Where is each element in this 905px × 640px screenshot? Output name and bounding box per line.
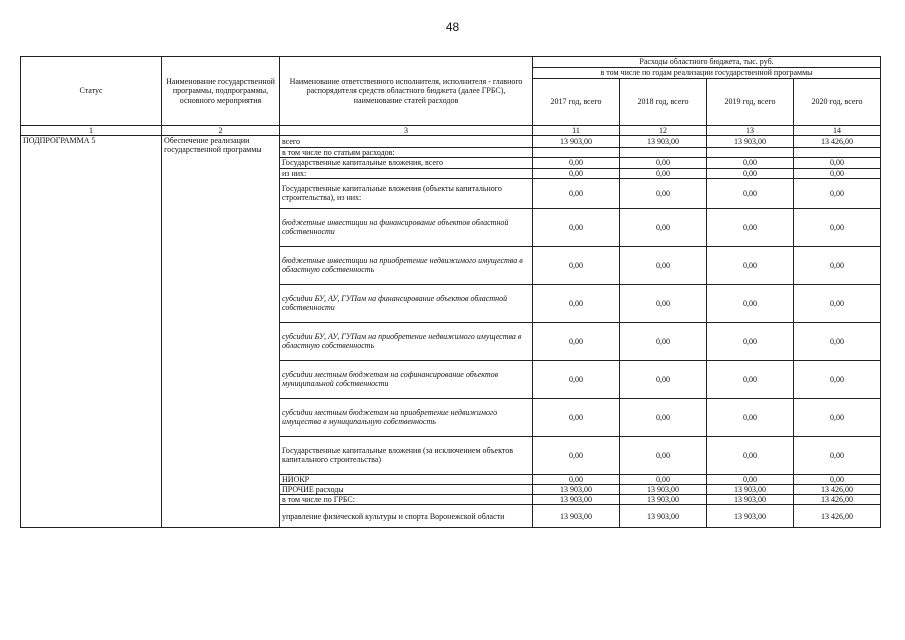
row-value: 0,00 <box>794 246 881 284</box>
row-value: 13 903,00 <box>707 136 794 148</box>
header-year-2018: 2018 год, всего <box>620 79 707 126</box>
row-value: 13 903,00 <box>620 484 707 494</box>
row-label: субсидии местным бюджетам на приобретение недвижимого имущества в муниципальную собственность <box>280 398 533 436</box>
header-program-name: Наименование государственной программы, подпрограммы, основного мероприятия <box>162 57 280 126</box>
row-value: 0,00 <box>533 436 620 474</box>
row-value: 0,00 <box>707 360 794 398</box>
row-label: Государственные капитальные вложения, всего <box>280 158 533 168</box>
row-value: 0,00 <box>707 322 794 360</box>
row-value: 0,00 <box>533 178 620 208</box>
row-value: 0,00 <box>533 246 620 284</box>
header-year-2017: 2017 год, всего <box>533 79 620 126</box>
row-value: 0,00 <box>620 284 707 322</box>
row-label: субсидии местным бюджетам на софинансирование объектов муниципальной собственности <box>280 360 533 398</box>
row-value: 13 903,00 <box>533 495 620 505</box>
row-value: 13 903,00 <box>533 505 620 528</box>
row-value: 0,00 <box>794 284 881 322</box>
row-value: 0,00 <box>794 474 881 484</box>
row-value: 0,00 <box>794 178 881 208</box>
header-by-years: в том числе по годам реализации государственной программы <box>533 68 881 79</box>
row-value: 0,00 <box>794 168 881 178</box>
row-value: 0,00 <box>533 168 620 178</box>
row-value: 0,00 <box>707 284 794 322</box>
page-number: 48 <box>445 20 460 34</box>
row-value: 13 426,00 <box>794 484 881 494</box>
row-value <box>620 148 707 158</box>
row-value: 0,00 <box>794 436 881 474</box>
row-value: 0,00 <box>707 168 794 178</box>
table-row <box>21 136 881 148</box>
row-label: в том числе по статьям расходов: <box>280 148 533 158</box>
row-value: 13 903,00 <box>707 505 794 528</box>
row-value: 0,00 <box>533 284 620 322</box>
program-cell: Обеспечение реализации государственной программы <box>162 136 280 528</box>
column-number: 1 <box>21 126 162 136</box>
row-value: 0,00 <box>794 322 881 360</box>
row-label: в том числе по ГРБС: <box>280 495 533 505</box>
row-value: 13 426,00 <box>794 136 881 148</box>
header-executor: Наименование ответственного исполнителя, исполнителя - главного распорядителя средств областного бюджета (далее ГРБС), наименование статей расходов <box>280 57 533 126</box>
row-value: 0,00 <box>620 246 707 284</box>
row-value: 13 903,00 <box>620 505 707 528</box>
row-value <box>707 148 794 158</box>
row-value: 0,00 <box>533 208 620 246</box>
row-label: из них: <box>280 168 533 178</box>
row-value: 13 903,00 <box>533 484 620 494</box>
column-number: 12 <box>620 126 707 136</box>
row-value: 0,00 <box>620 208 707 246</box>
row-value: 0,00 <box>707 436 794 474</box>
header-year-2019: 2019 год, всего <box>707 79 794 126</box>
row-value: 0,00 <box>794 208 881 246</box>
header-expenses: Расходы областного бюджета, тыс. руб. <box>533 57 881 68</box>
header-year-2020: 2020 год, всего <box>794 79 881 126</box>
row-value: 0,00 <box>620 158 707 168</box>
row-value: 13 426,00 <box>794 495 881 505</box>
row-label: всего <box>280 136 533 148</box>
row-value: 0,00 <box>620 322 707 360</box>
row-label: ПРОЧИЕ расходы <box>280 484 533 494</box>
row-value: 0,00 <box>707 158 794 168</box>
row-value: 0,00 <box>533 322 620 360</box>
row-value: 0,00 <box>533 360 620 398</box>
row-value: 0,00 <box>620 178 707 208</box>
row-value: 13 903,00 <box>707 484 794 494</box>
row-value: 0,00 <box>794 360 881 398</box>
status-cell: ПОДПРОГРАММА 5 <box>21 136 162 528</box>
column-number: 3 <box>280 126 533 136</box>
column-number: 13 <box>707 126 794 136</box>
row-value: 0,00 <box>707 246 794 284</box>
row-value <box>794 148 881 158</box>
row-value <box>533 148 620 158</box>
row-value: 0,00 <box>620 168 707 178</box>
row-label: субсидии БУ, АУ, ГУПам на приобретение недвижимого имущества в областную собственность <box>280 322 533 360</box>
column-number: 2 <box>162 126 280 136</box>
row-value: 13 903,00 <box>620 495 707 505</box>
row-value: 13 903,00 <box>620 136 707 148</box>
row-value: 0,00 <box>533 158 620 168</box>
column-number: 14 <box>794 126 881 136</box>
column-number: 11 <box>533 126 620 136</box>
row-value: 0,00 <box>794 398 881 436</box>
row-value: 0,00 <box>707 208 794 246</box>
row-value: 13 903,00 <box>533 136 620 148</box>
row-value: 13 426,00 <box>794 505 881 528</box>
row-value: 0,00 <box>794 158 881 168</box>
row-label: НИОКР <box>280 474 533 484</box>
row-value: 0,00 <box>707 474 794 484</box>
row-label: бюджетные инвестиции на приобретение недвижимого имущества в областную собственность <box>280 246 533 284</box>
row-value: 0,00 <box>620 360 707 398</box>
row-label: бюджетные инвестиции на финансирование объектов областной собственности <box>280 208 533 246</box>
row-value: 0,00 <box>707 178 794 208</box>
row-label: Государственные капитальные вложения (объекты капитального строительства), из них: <box>280 178 533 208</box>
row-value: 13 903,00 <box>707 495 794 505</box>
row-label: Государственные капитальные вложения (за исключением объектов капитального строительства) <box>280 436 533 474</box>
row-value: 0,00 <box>620 436 707 474</box>
row-value: 0,00 <box>620 474 707 484</box>
row-label: субсидии БУ, АУ, ГУПам на финансирование объектов областной собственности <box>280 284 533 322</box>
header-status: Статус <box>21 57 162 126</box>
row-value: 0,00 <box>533 474 620 484</box>
row-value: 0,00 <box>620 398 707 436</box>
row-value: 0,00 <box>533 398 620 436</box>
row-label: управление физической культуры и спорта Воронежской области <box>280 505 533 528</box>
column-numbers-row <box>21 126 881 136</box>
budget-table <box>20 56 881 528</box>
row-value: 0,00 <box>707 398 794 436</box>
